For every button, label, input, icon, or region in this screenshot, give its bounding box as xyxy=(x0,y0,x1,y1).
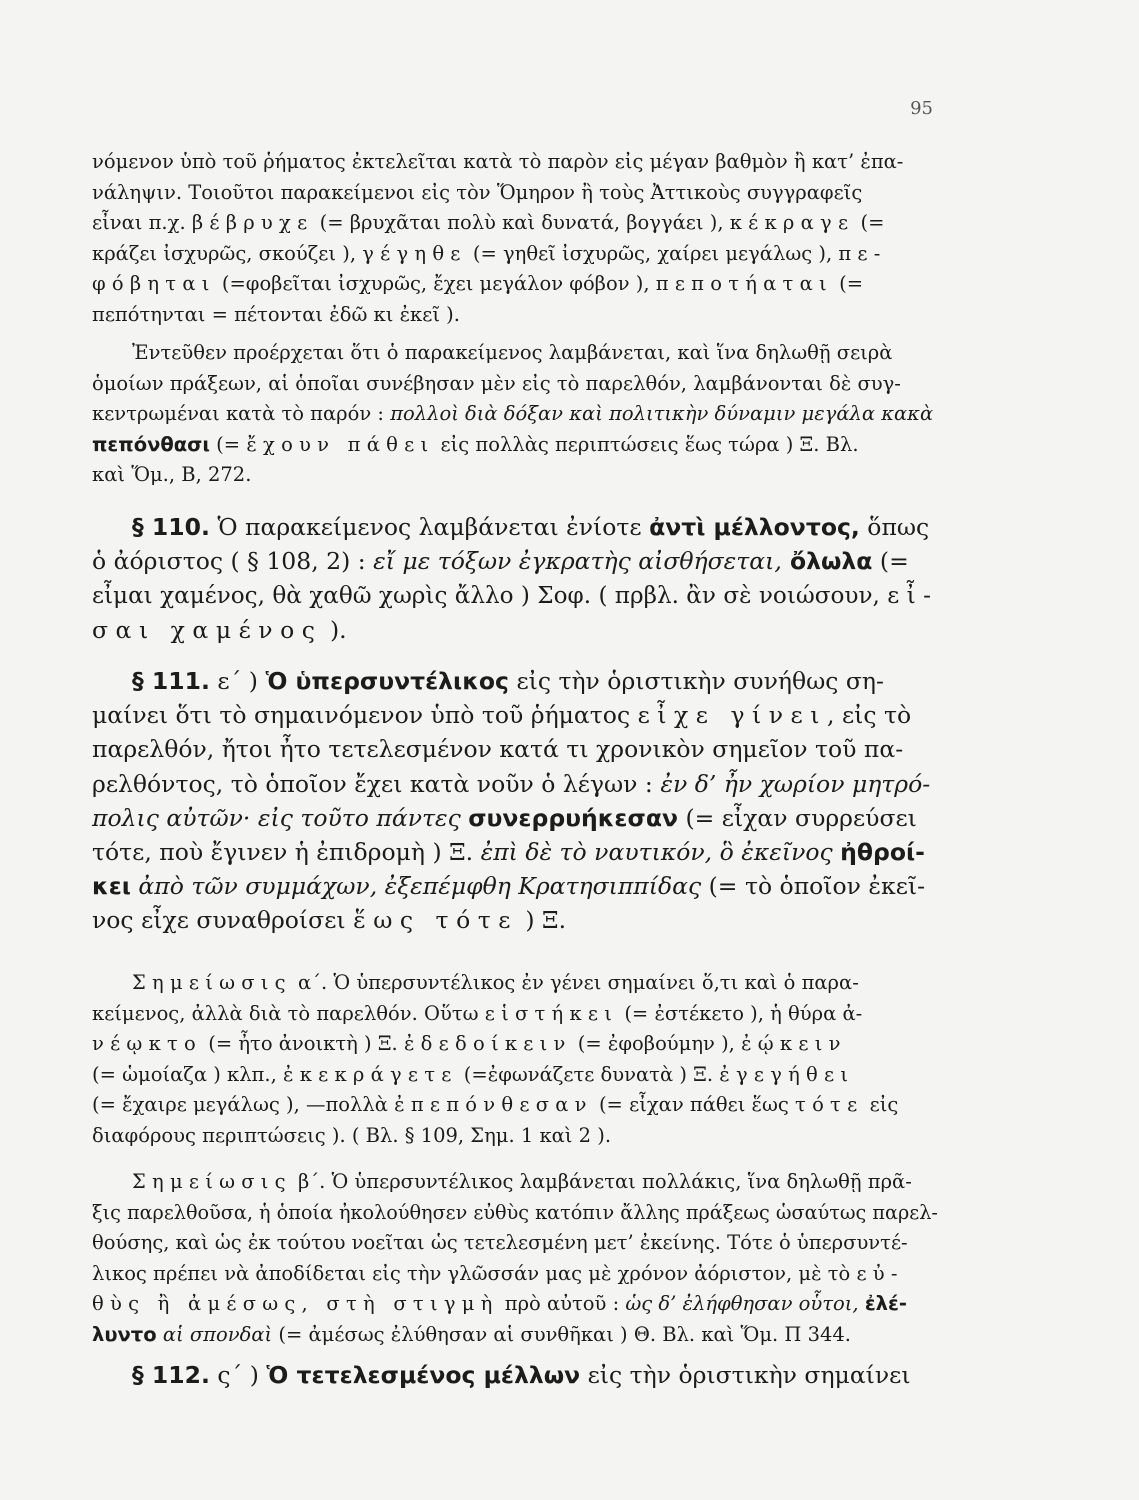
line: § 112. ς΄ ) Ὁ τετελεσμένος μέλλων εἰς τὴν ὁριστικὴν σημαίνει xyxy=(132,1361,911,1389)
line: νάληψιν. Τοιοῦτοι παρακείμενοι εἰς τὸν Ὅμηρον ἢ τοὺς Ἀττικοὺς συγγραφεῖς xyxy=(92,180,863,204)
line: μαίνει ὅτι τὸ σημαινόμενον ὑπὸ τοῦ ῥήματος εἶχε γίνει, εἰς τὸ xyxy=(92,701,912,730)
section-111 xyxy=(92,664,938,938)
line: θούσης, καὶ ὡς ἐκ τούτου νοεῖται ὡς τετελεσμένη μετ’ ἐκείνης. Τότε ὁ ὑπερσυντέ- xyxy=(92,1231,908,1254)
line: σαι χαμένος ). xyxy=(92,615,347,644)
section-number: § 111. xyxy=(132,667,210,695)
line: ὁμοίων πράξεων, αἱ ὁποῖαι συνέβησαν μὲν εἰς τὸ παρελθόν, λαμβάνονται δὲ συγ- xyxy=(92,371,901,395)
line: νόμενον ὑπὸ τοῦ ῥήματος ἐκτελεῖται κατὰ τὸ παρὸν εἰς μέγαν βαθμὸν ἢ κατ’ ἐπα- xyxy=(92,150,904,173)
line: νος εἶχε συναθροίσει ἕως τότε ) Ξ. xyxy=(92,906,567,935)
section-110 xyxy=(92,510,938,647)
line: εἶμαι χαμένος, θὰ χαθῶ χωρὶς ἄλλο ) Σοφ. ( πρβλ. ἂν σὲ νοιώσουν, εἶ- xyxy=(92,581,939,610)
page-number: 95 xyxy=(910,98,933,119)
line: Σημείωσις α΄. Ὁ ὑπερσυντέλικος ἐν γένει σημαίνει ὅ,τι καὶ ὁ παρα- xyxy=(132,971,859,994)
line: (= ὡμοίαζα ) κλπ., ἐκεκράγετε (=ἐφωνάζετε δυνατὰ ) Ξ. ἐγεγήθει xyxy=(92,1062,855,1086)
line: ὁ ἀόριστος ( § 108, 2) : εἴ με τόξων ἐγκρατὴς αἰσθήσεται, ὄλωλα (= xyxy=(92,547,909,576)
line: διαφόρους περιπτώσεις ). ( Βλ. § 109, Σημ. 1 καὶ 2 ). xyxy=(92,1123,612,1147)
line: φόβηται (=φοβεῖται ἰσχυρῶς, ἔχει μεγάλον φόβον ), πεποτήαται (= xyxy=(92,272,864,295)
paragraph-perfect-series xyxy=(92,338,938,491)
line: (= ἔχαιρε μεγάλως ), —πολλὰ ἐπεπόνθεσαν (= εἶχαν πάθει ἕως τότε εἰς xyxy=(92,1093,899,1116)
line: ξις παρελθοῦσα, ἡ ὁποία ἠκολούθησεν εὐθὺς κατόπιν ἄλλης πράξεως ὡσαύτως παρελ- xyxy=(92,1200,938,1224)
section-number: § 110. xyxy=(132,513,210,541)
line: Ἐντεῦθεν προέρχεται ὅτι ὁ παρακείμενος λαμβάνεται, καὶ ἵνα δηλωθῇ σειρὰ xyxy=(132,341,893,364)
line: πεπότηνται = πέτονται ἐδῶ κι ἐκεῖ ). xyxy=(92,302,460,326)
line: θὺς ἢ ἀμέσως, στὴ στιγμὴ πρὸ αὐτοῦ : ὡς δ’ ἐλήφθησαν οὗτοι, ἐλέ- xyxy=(92,1292,907,1315)
note-beta xyxy=(92,1167,938,1350)
line: Σημείωσις β΄. Ὁ ὑπερσυντέλικος λαμβάνεται πολλάκις, ἵνα δηλωθῇ πρᾶ- xyxy=(132,1170,912,1193)
line: παρελθόν, ἤτοι ἦτο τετελεσμένον κατά τι χρονικὸν σημεῖον τοῦ πα- xyxy=(92,735,904,764)
line: πεπόνθασι (= ἔχουν πάθει εἰς πολλὰς περιπτώσεις ἕως τώρα ) Ξ. Βλ. xyxy=(92,432,859,456)
line: § 110. Ὁ παρακείμενος λαμβάνεται ἐνίοτε ἀντὶ μέλλοντος, ὅπως xyxy=(132,513,930,541)
line: ρελθόντος, τὸ ὁποῖον ἔχει κατὰ νοῦν ὁ λέγων : ἐν δ’ ἦν χωρίον μητρό- xyxy=(92,769,931,798)
line: λυντο αἱ σπονδαὶ (= ἀμέσως ἐλύθησαν αἱ συνθῆκαι ) Θ. Βλ. καὶ Ὅμ. Π 344. xyxy=(92,1322,852,1346)
note-alpha xyxy=(92,968,938,1151)
section-number: § 112. xyxy=(132,1361,210,1389)
line: κεντρωμέναι κατὰ τὸ παρόν : πολλοὶ διὰ δόξαν καὶ πολιτικὴν δύναμιν μεγάλα κακὰ xyxy=(92,402,934,425)
line: κράζει ἰσχυρῶς, σκούζει ), γέγηθε (= γηθεῖ ἰσχυρῶς, χαίρει μεγάλως ), πε- xyxy=(92,241,887,265)
line: κείμενος, ἀλλὰ διὰ τὸ παρελθόν. Οὕτω εἱστήκει (= ἐστέκετο ), ἡ θύρα ἀ- xyxy=(92,1001,863,1025)
section-112 xyxy=(92,1358,938,1392)
line: λικος πρέπει νὰ ἀποδίδεται εἰς τὴν γλῶσσάν μας μὲ χρόνον ἀόριστον, μὲ τὸ εὐ- xyxy=(92,1261,904,1285)
line: § 111. ε΄ ) Ὁ ὑπερσυντέλικος εἰς τὴν ὁριστικὴν συνήθως ση- xyxy=(132,667,884,695)
line: καὶ Ὅμ., Β, 272. xyxy=(92,463,252,486)
line: κει ἀπὸ τῶν συμμάχων, ἐξεπέμφθη Κρατησιππίδας (= τὸ ὁποῖον ἐκεῖ- xyxy=(92,872,926,901)
line: τότε, ποὺ ἔγινεν ἡ ἐπιδρομὴ ) Ξ. ἐπὶ δὲ τὸ ναυτικόν, ὃ ἐκεῖνος ἠθροί- xyxy=(92,838,925,867)
line: πολις αὐτῶν· εἰς τοῦτο πάντες συνερρυήκεσαν (= εἶχαν συρρεύσει xyxy=(92,803,917,832)
paragraph-intro xyxy=(92,147,938,330)
line: νέῳκτο (= ἦτο ἀνοικτὴ ) Ξ. ἐδεδοίκειν (= ἐφοβούμην ), ἐῴκειν xyxy=(92,1032,847,1055)
line: εἶναι π.χ. βέβρυχε (= βρυχᾶται πολὺ καὶ δυνατά, βογγάει ), κέκραγε (= xyxy=(92,211,885,234)
